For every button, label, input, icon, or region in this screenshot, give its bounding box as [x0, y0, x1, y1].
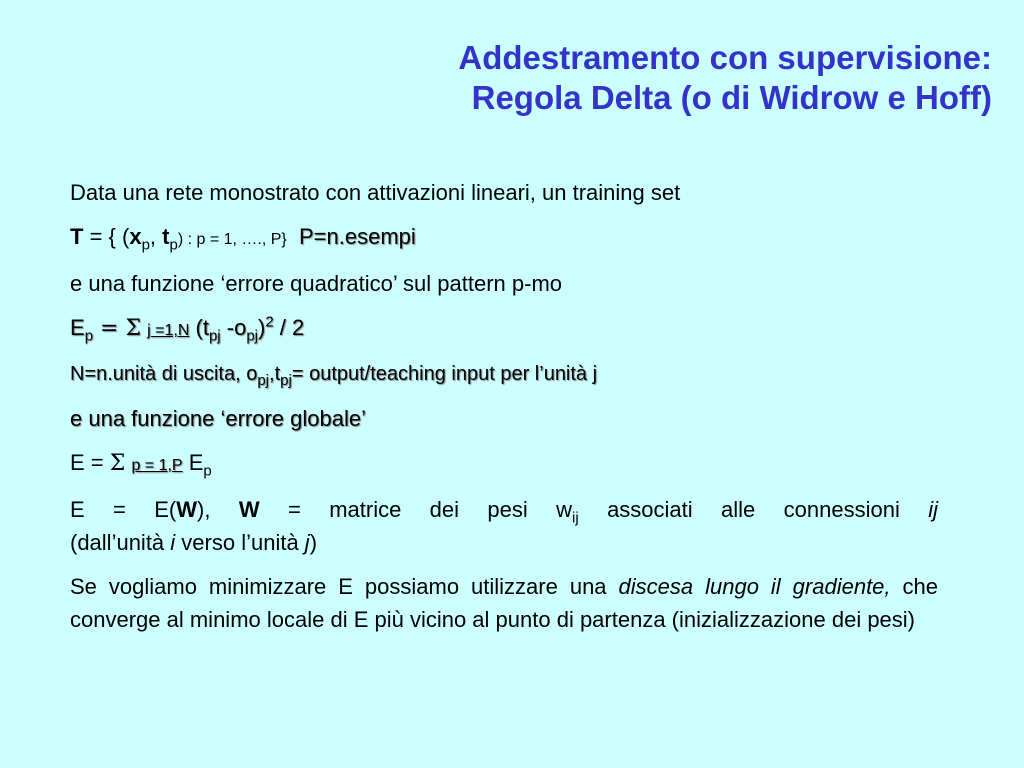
- text-segment: = matrice dei pesi w: [259, 497, 573, 522]
- text-segment: che converge al minimo locale di E più vicino al punto di partenza (inizializzazione dei pesi): [70, 574, 938, 632]
- symbol-W: W: [238, 497, 260, 522]
- superscript: 2: [265, 313, 274, 331]
- text-segment: ): [258, 315, 266, 340]
- text-segment: verso l’unità: [175, 530, 305, 555]
- note-n-esempi: P=n.esempi: [298, 224, 416, 249]
- subscript: p: [203, 462, 212, 480]
- sum-range: p = 1,P: [131, 457, 183, 474]
- text-segment: (dall’unità: [70, 530, 171, 555]
- line-n-definition: [70, 358, 938, 391]
- text-segment: / 2: [273, 315, 305, 340]
- symbol-E: E: [70, 315, 85, 340]
- text-segment: ,t: [269, 363, 281, 385]
- title-line-1: Addestramento con supervisione:: [458, 39, 992, 76]
- subscript: pj: [257, 372, 270, 389]
- line-weights: [70, 493, 938, 559]
- line-training-set-intro: Data una rete monostrato con attivazioni lineari, un training set: [70, 180, 681, 205]
- line-weights-row-1: [70, 493, 938, 526]
- subscript: ij: [572, 509, 579, 527]
- sigma-symbol: Σ: [125, 316, 142, 341]
- subscript: p: [169, 236, 178, 254]
- subscript: pj: [280, 372, 292, 389]
- italic-gradient: discesa lungo il gradiente,: [618, 574, 891, 599]
- subscript: pj: [208, 327, 221, 345]
- slide-body: [70, 176, 938, 647]
- sigma-symbol: Σ: [109, 451, 126, 476]
- text-segment: -o: [220, 315, 247, 340]
- line-global-error: e una funzione ‘errore globale’: [70, 406, 366, 431]
- line-training-set-def: [70, 220, 938, 256]
- line-quadratic-error: e una funzione ‘errore quadratico’ sul pattern p-mo: [70, 271, 563, 296]
- subscript: p: [84, 327, 94, 345]
- formula-E-global: [70, 446, 938, 482]
- subscript: pj: [246, 327, 259, 345]
- formula-Ep: [70, 311, 938, 347]
- text-segment: =: [93, 316, 126, 341]
- symbol-t: t: [162, 224, 170, 249]
- italic-i: i: [170, 530, 176, 555]
- text-segment: = output/teaching input per l’unità j: [291, 363, 598, 385]
- symbol-x: x: [129, 224, 142, 249]
- text-segment: E =: [70, 450, 110, 475]
- text-segment: ),: [197, 497, 239, 522]
- text-segment: E: [182, 450, 204, 475]
- line-gradient-descent: [70, 570, 938, 636]
- text-segment: N=n.unità di uscita, o: [70, 363, 258, 385]
- slide-title: [458, 38, 992, 118]
- text-segment: ,: [149, 224, 163, 249]
- title-line-2: Regola Delta (o di Widrow e Hoff): [471, 79, 992, 116]
- symbol-T: T: [70, 224, 84, 249]
- italic-ij: ij: [928, 497, 938, 522]
- text-segment: E = E(: [70, 497, 177, 522]
- sum-range: j =1,N: [147, 322, 190, 339]
- text-segment: (t: [189, 315, 209, 340]
- text-segment: associati alle connessioni: [578, 497, 929, 522]
- text-segment: ) : p = 1, …., P}: [177, 231, 287, 248]
- text-segment: = { (: [83, 224, 130, 249]
- text-segment: ): [309, 530, 318, 555]
- symbol-W: W: [176, 497, 198, 522]
- text-segment: Se vogliamo minimizzare E possiamo utilizzare una: [70, 574, 619, 599]
- line-weights-row-2: [70, 526, 938, 559]
- italic-j: j: [304, 530, 310, 555]
- subscript: p: [141, 236, 150, 254]
